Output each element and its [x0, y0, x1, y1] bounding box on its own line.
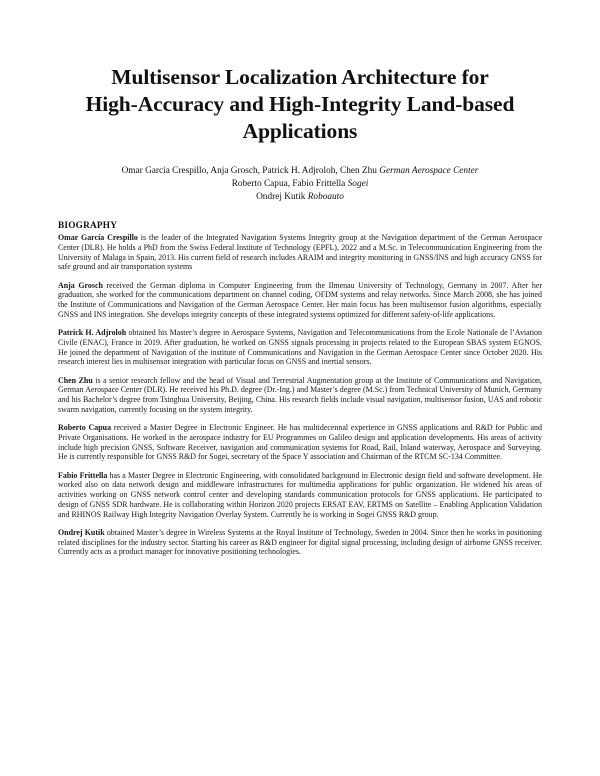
bio-paragraph: [58, 281, 542, 320]
author-affiliation: Sogei: [347, 179, 369, 189]
paper-title: [40, 64, 560, 145]
author-affiliation: Roboauto: [307, 192, 344, 202]
bio-text: obtained his Master’s degree in Aerospace Systems, Navigation and Telecommunications from the Ecole Nationale de l’Aviation Civile (ENAC), France in 2019. After graduation, he worked on GNSS signals processing in projects related to the European SBAS system EGNOS. He joined the department of Navigation of the institute of Communications and Navigation in the German Aerospace Center since October 2020. His research interest lies in multisensor integration with particular focus on GNSS and inertial sensors.: [58, 328, 542, 367]
bio-paragraph: [58, 376, 542, 415]
title-line: Multisensor Localization Architecture for: [111, 65, 489, 89]
author-line: [40, 178, 560, 191]
author-line: [40, 191, 560, 204]
bio-paragraph: [58, 423, 542, 462]
bio-paragraph: [58, 233, 542, 272]
bio-name: Omar García Crespillo: [58, 233, 138, 242]
bio-name: Roberto Capua: [58, 423, 112, 432]
author-line: [40, 165, 560, 178]
bio-name: Fabio Frittella: [58, 470, 108, 480]
title-line: Applications: [242, 119, 358, 143]
bio-text: has a Master Degree in Electronic Engineering, with consolidated background in Electronic design field and software development. He worked also on data network design and middleware infrastructures for multimedia applications for public organization. He widened his areas of activities working on GNSS network control center and developing standards communication protocols for GNSS applications. He participated to design of GNSS SDR hardware. He is collaborating within Horizon 2020 projects ERSAT EAV, ERTMS on Satellite – Enabling Application Validation and RHINOS Railway High Integrity Navigation Overlay System. Currently he is working in Sogei GNSS R&D group.: [58, 470, 543, 519]
bio-text: obtained Master’s degree in Wireless Systems at the Royal Institute of Technology, Sweden in 2004. Since then he works in positioning related disciplines for the industry sector. Starting his career as R&D engineer for digital signal processing, including design of airborne GNSS receiver. Currently acts as a product manager for innovative positioning technologies.: [58, 527, 542, 557]
section-heading-biography: BIOGRAPHY: [58, 221, 118, 231]
bio-name: Chen Zhu: [58, 375, 93, 385]
bio-text: is the leader of the Integrated Navigation Systems Integrity group at the Navigation department of the German Aerospace Center (DLR). He holds a PhD from the Swiss Federal Institute of Technology (EPFL), 2022 and a M.Sc. in Telecommunication Engineering from the University of Malaga in Spain, 2013. His current field of research includes ARAIM and integrity monitoring in GNSS/INS and high accuracy GNSS for safe ground and air transportation systems: [58, 233, 542, 272]
title-line: High-Accuracy and High-Integrity Land-based: [85, 92, 515, 116]
biography-section: [58, 233, 542, 566]
author-block: [40, 165, 560, 204]
bio-paragraph: [58, 328, 542, 367]
bio-text: is a senior research fellow and the head of Visual and Terrestrial Augmentation group at the Institute of Communications and Navigation, German Aerospace Center (DLR). He received his Ph.D. degree (Dr.-Ing.) and Master’s degree (M.Sc.) from Technical University of Munich, Germany and his Bachelor’s degree from Tsinghua University, Beijing, China. His research fields include visual navigation, multisensor fusion, UAS and robotic swarm navigation, currently focusing on the system integrity.: [58, 375, 542, 414]
author-names: Roberto Capua, Fabio Frittella: [231, 179, 346, 189]
bio-name: Ondrej Kutik: [58, 527, 105, 537]
author-names: Ondrej Kutik: [256, 192, 306, 202]
author-names: Omar García Crespillo, Anja Grosch, Patrick H. Adjroloh, Chen Zhu: [121, 166, 377, 176]
bio-name: Patrick H. Adjroloh: [58, 328, 127, 337]
bio-paragraph: [58, 528, 542, 557]
bio-paragraph: [58, 471, 542, 520]
bio-text: received a Master Degree in Electronic Engineer. He has multidecennal experience in GNSS applications and R&D for Public and Private Organisations. He worked in the aerospace industry for EU Programmes on Galileo design and application developments. His areas of activity include high precision GNSS, Software Receiver, navigation and communication systems for Road, Rail, Inland waterway, Aerospace and Surveying. He is currently responsible for GNSS R&D for Sogei, secretary of the Space Y association and Chairman of the RTCM SC-134 Committee.: [58, 423, 542, 462]
bio-text: received the German diploma in Computer Engineering from the Ilmenau University of Technology, Germany in 2007. After her graduation, she worked for the communications department on channel coding, OFDM systems and relay networks. Since March 2008, she has joined the Institute of Communications and Navigation of the German Aerospace Center. Her main focus has been multisensor fusion algorithms, especially GNSS and INS integration. She develops integrity concepts of these integrated systems optimized for different safety-of-life applications.: [58, 280, 543, 319]
bio-name: Anja Grosch: [58, 280, 103, 290]
author-affiliation: German Aerospace Center: [379, 166, 479, 176]
